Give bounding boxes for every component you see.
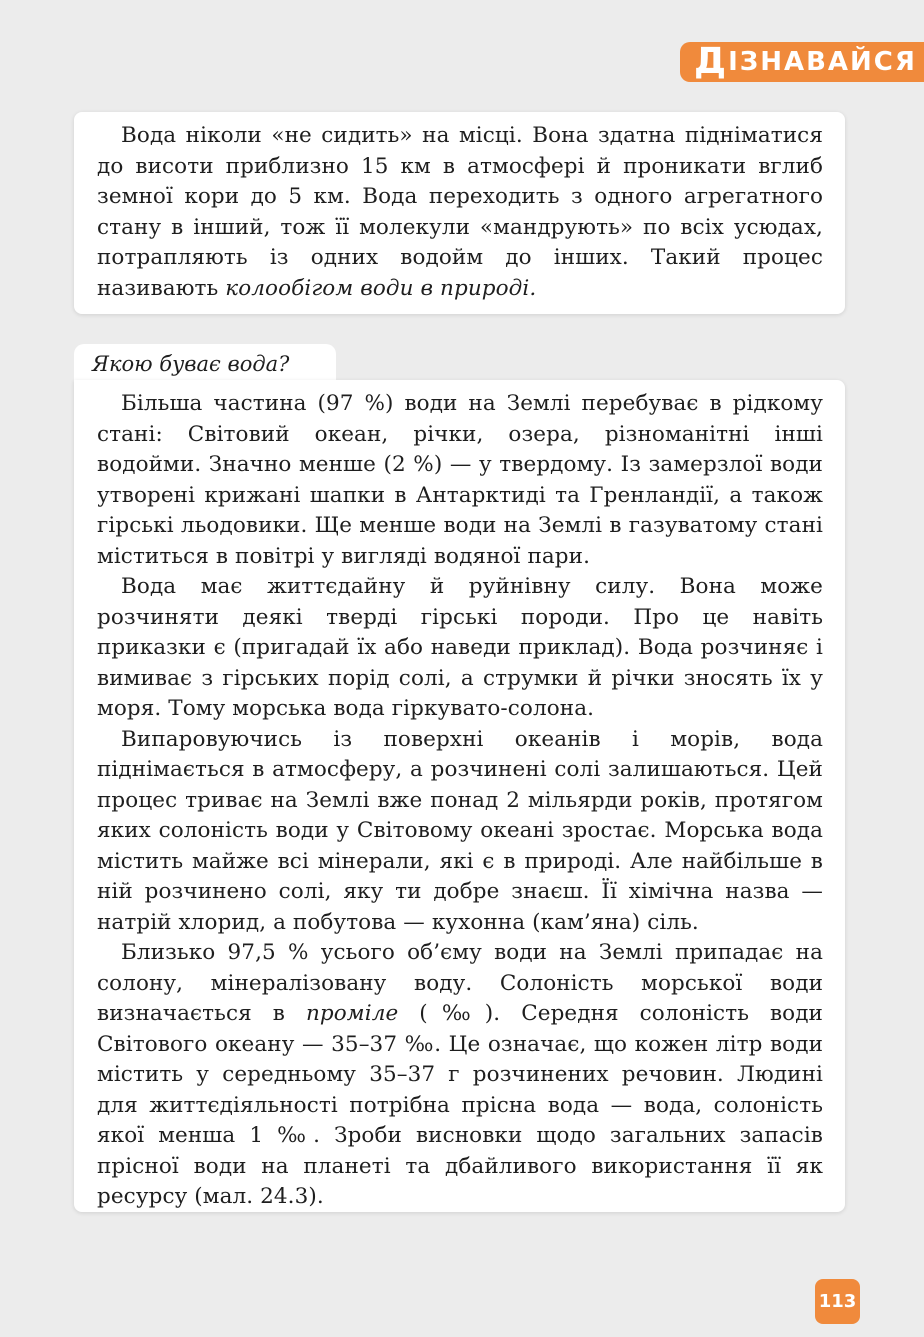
paragraph-3: Випаровуючись із поверхні океанів і морів, вода піднімається в атмосферу, а розчинені солі залишаються. Цей процес триває на Землі вже понад 2 мільярди років, протягом яких солоність води у Світовому океані зростає. Морська вода містить майже всі мінерали, які є в природі. Але найбільше в ній розчинено солі, яку ти добре знаєш. Її хімічна назва — натрій хлорид, а побутова — кухонна (кам’яна) сіль. [97, 726, 823, 935]
section-label-tab [680, 42, 924, 82]
intro-card [74, 112, 845, 314]
section-label-first-letter: Д [694, 41, 729, 82]
paragraph-1: Більша частина (97 %) води на Землі перебуває в рідкому стані: Світовий океан, річки, озера, різноманітні інші водойми. Значно менше (2 %) — у твердому. Із замерзлої води утворені крижані шапки в Антарктиді та Гренландії, а також гірські льодовики. Ще менше води на Землі в газуватому стані міститься в повітрі у вигляді водяної пари. [97, 391, 823, 569]
section-title: Якою буває вода? [74, 344, 336, 382]
page-number: 113 [815, 1279, 860, 1324]
paragraph-4-end: (‰). Середня солоність води Світового океану — 35–37 ‰. Це означає, що кожен літр води містить у середньому 35–37 г розчинених речовин. Людині для життєдіяльності потрібна прісна вода — вода, солоність якої менша 1 ‰. Зроби висновки щодо загальних запасів прісної води на планеті та дбайливого використання її як ресурсу (мал. 24.3). [97, 1001, 823, 1209]
paragraph-4 [97, 938, 823, 1213]
paragraph-2: Вода має життєдайну й руйнівну силу. Вона може розчиняти деякі тверді гірські породи. Про це навіть приказки є (пригадай їх або наведи приклад). Вода розчиняє і вимиває з гірських порід солі, а струмки й річки зносять їх у моря. Тому морська вода гіркувато-солона. [97, 574, 823, 721]
paragraph-4-term: проміле [305, 1001, 399, 1026]
intro-term: колообігом води в природі. [225, 275, 537, 301]
section-card [74, 380, 845, 1212]
intro-text: Вода ніколи «не сидить» на місці. Вона здатна підніматися до висоти приблизно 15 км в атмосфері й проникати вглиб земної кори до 5 км. Вода переходить з одного агрегатного стану в інший, тож її молекули «мандрують» по всіх усюдах, потрапляють із одних водойм до інших. Такий процес називають [97, 123, 823, 301]
paragraph-4-start: Близько 97,5 % усього об’єму води на Землі припадає на солону, мінералізовану воду. Солоність морської води визначається в [97, 940, 823, 1026]
intro-paragraph [97, 121, 823, 304]
section-label-text: ІЗНАВАЙСЯ [728, 47, 917, 77]
